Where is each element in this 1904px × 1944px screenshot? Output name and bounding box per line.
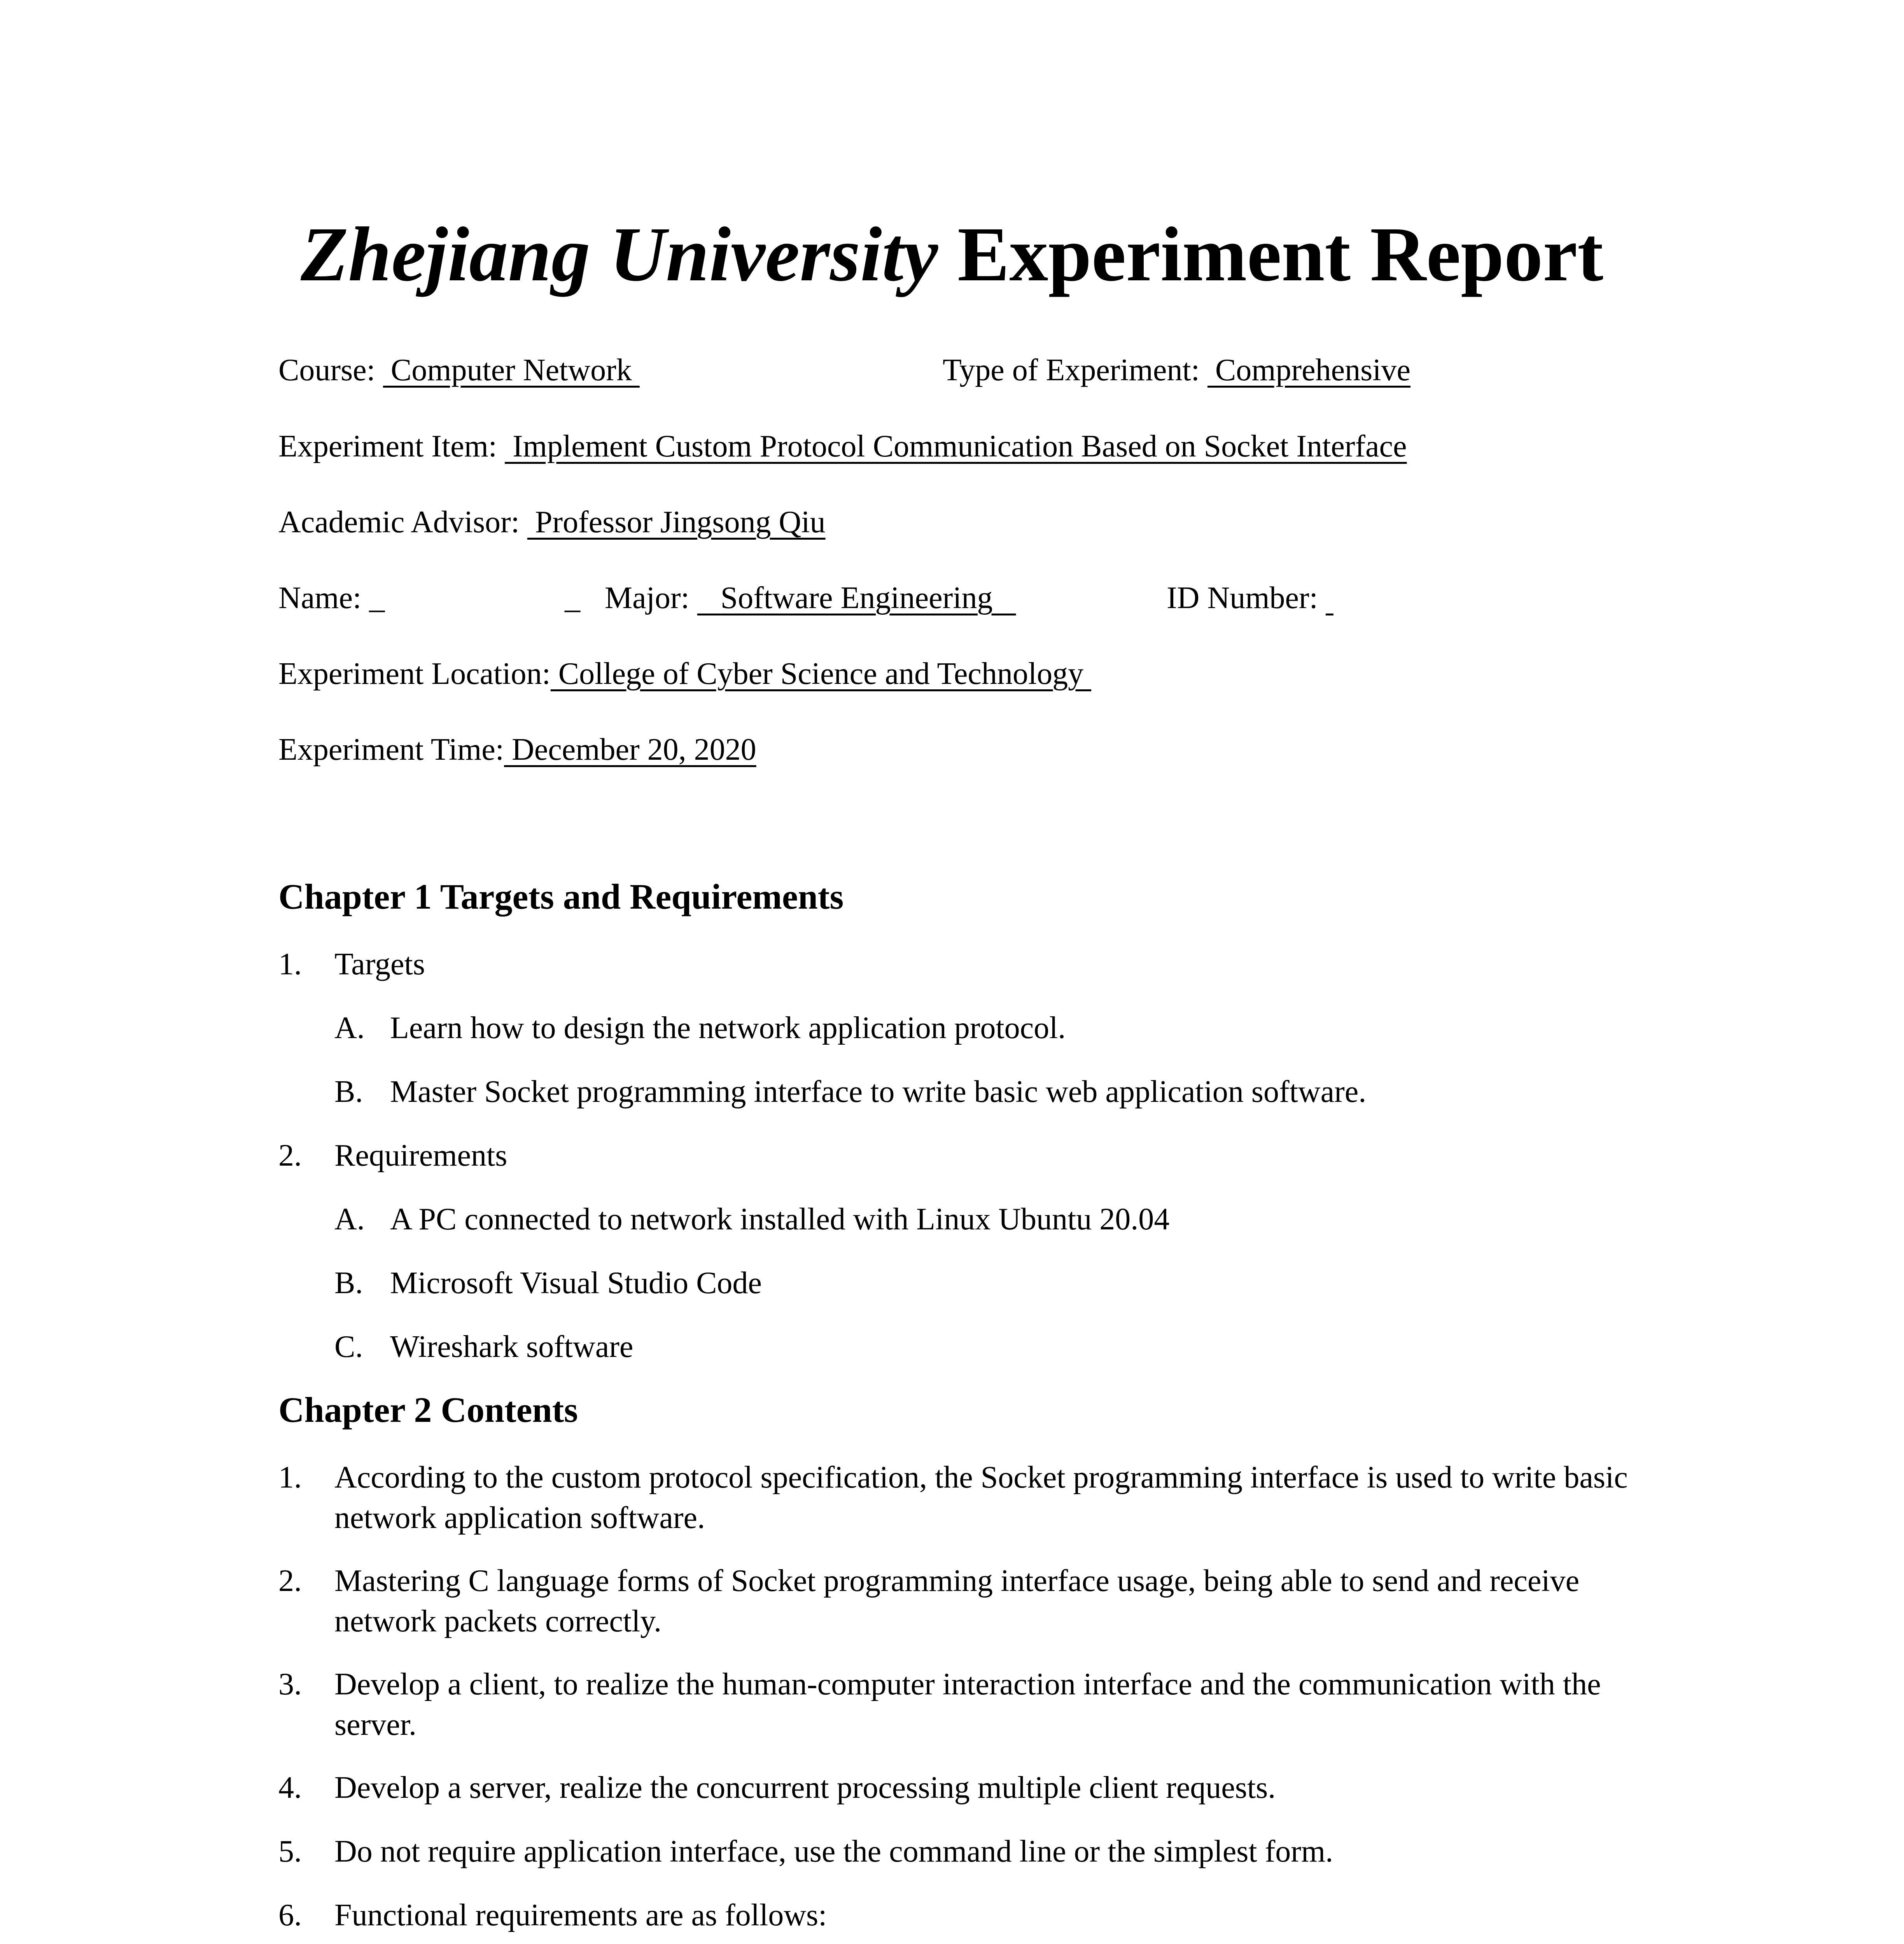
course-value: Computer Network [383, 353, 640, 387]
name-field-end [565, 582, 580, 614]
list-letter: B. [334, 1075, 363, 1109]
major-value: Software Engineering [697, 581, 1016, 615]
advisor-value: Professor Jingsong Qiu [527, 505, 826, 539]
list-text: Develop a client, to realize the human-computer interaction interface and the communication with the server. [334, 1667, 1609, 1742]
list-number: 3. [278, 1667, 302, 1701]
name-field [278, 582, 385, 614]
advisor-field [278, 507, 826, 538]
list-letter: B. [334, 1266, 363, 1300]
list-text: Wireshark software [390, 1330, 634, 1364]
advisor-label: Academic Advisor: [278, 505, 527, 539]
list-letter: A. [334, 1011, 365, 1045]
time-value: December 20, 2020 [504, 732, 756, 767]
title-experiment-report: Experiment Report [938, 212, 1603, 297]
list-text: Learn how to design the network application protocol. [390, 1011, 1066, 1045]
location-value: College of Cyber Science and Technology [550, 657, 1092, 691]
experiment-item-field [278, 431, 1407, 462]
type-field [943, 355, 1410, 386]
list-number: 1. [278, 1460, 302, 1495]
id-value [1326, 581, 1334, 615]
list-letter: A. [334, 1202, 365, 1236]
list-number: 2. [278, 1564, 302, 1598]
time-label: Experiment Time: [278, 732, 504, 767]
name-tail: _ [565, 581, 580, 615]
name-label: Name: _ [278, 581, 385, 615]
major-field [605, 582, 1016, 614]
list-number: 1. [278, 947, 302, 981]
title-university: Zhejiang University [301, 212, 938, 297]
course-field [278, 355, 640, 386]
list-letter: C. [334, 1330, 363, 1364]
list-text: Requirements [334, 1138, 508, 1173]
id-field [1167, 582, 1334, 614]
type-label: Type of Experiment: [943, 353, 1208, 387]
time-field [278, 734, 756, 765]
id-label: ID Number: [1167, 581, 1326, 615]
course-label: Course: [278, 353, 383, 387]
type-value: Comprehensive [1207, 353, 1410, 387]
report-title [0, 212, 1904, 297]
list-text: Microsoft Visual Studio Code [390, 1266, 762, 1300]
chapter2-heading: Chapter 2 Contents [278, 1390, 578, 1430]
location-label: Experiment Location: [278, 657, 551, 691]
chapter1-heading: Chapter 1 Targets and Requirements [278, 877, 844, 916]
list-number: 6. [278, 1898, 302, 1932]
experiment-item-value: Implement Custom Protocol Communication Based on Socket Interface [505, 429, 1407, 463]
list-number: 4. [278, 1771, 302, 1805]
major-label: Major: [605, 581, 697, 615]
experiment-item-label: Experiment Item: [278, 429, 505, 463]
list-text: Mastering C language forms of Socket programming interface usage, being able to send and receive network packets correctly. [334, 1564, 1587, 1638]
location-field [278, 658, 1091, 689]
list-text: Do not require application interface, use the command line or the simplest form. [334, 1834, 1334, 1869]
list-text: Master Socket programming interface to write basic web application software. [390, 1075, 1367, 1109]
list-text: Targets [334, 947, 425, 981]
list-text: Functional requirements are as follows: [334, 1898, 827, 1932]
list-text: A PC connected to network installed with Linux Ubuntu 20.04 [390, 1202, 1170, 1236]
list-number: 5. [278, 1834, 302, 1869]
list-text: Develop a server, realize the concurrent processing multiple client requests. [334, 1771, 1276, 1805]
list-number: 2. [278, 1138, 302, 1173]
list-text: According to the custom protocol specification, the Socket programming interface is used to write basic network application software. [334, 1460, 1636, 1535]
